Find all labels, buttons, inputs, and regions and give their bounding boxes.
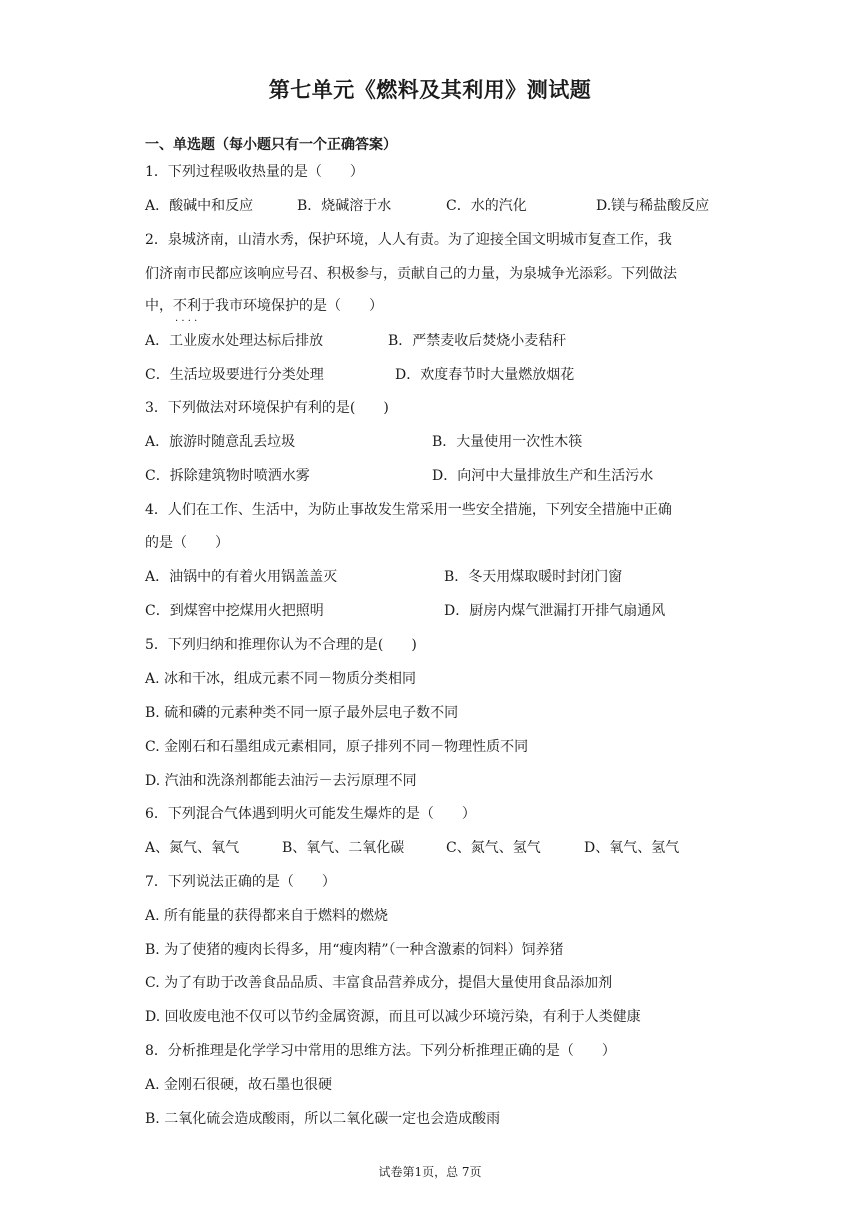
- q2-option-d: D．欢度春节时大量燃放烟花: [395, 367, 575, 383]
- question-5-stem: 5．下列归纳和推理你认为不合理的是( ): [145, 637, 417, 653]
- question-2-line-3: [145, 296, 383, 316]
- q7-option-d: D. 回收废电池不仅可以节约金属资源，而且可以减少环境污染，有利于人类健康: [145, 1009, 641, 1025]
- q2-option-b: B．严禁麦收后焚烧小麦秸秆: [388, 333, 567, 349]
- question-4-line-2: 的是（ ）: [145, 535, 229, 551]
- q2-option-a: A．工业废水处理达标后排放: [145, 333, 324, 349]
- section-heading: 一、单选题（每小题只有一个正确答案）: [145, 137, 397, 153]
- q1-option-d: D.镁与稀盐酸反应: [596, 198, 710, 214]
- question-3-stem: 3．下列做法对环境保护有利的是( ): [145, 400, 389, 416]
- q6-option-d: D、氧气、氢气: [584, 840, 680, 856]
- q5-option-d: D. 汽油和洗涤剂都能去油污－去污原理不同: [145, 773, 417, 789]
- q5-option-a: A. 冰和干冰，组成元素不同－物质分类相同: [145, 671, 417, 687]
- q7-option-a: A. 所有能量的获得都来自于燃料的燃烧: [145, 908, 389, 924]
- question-6-stem: 6．下列混合气体遇到明火可能发生爆炸的是（ ）: [145, 806, 476, 822]
- q8-option-b: B. 二氧化硫会造成酸雨，所以二氧化碳一定也会造成酸雨: [145, 1111, 501, 1127]
- question-8-stem: 8．分析推理是化学学习中常用的思维方法。下列分析推理正确的是（ ）: [145, 1043, 616, 1059]
- q6-option-b: B、氧气、二氧化碳: [282, 840, 405, 856]
- q5-option-c: C. 金刚石和石墨组成元素相同，原子排列不同－物理性质不同: [145, 739, 529, 755]
- question-2-line-1: 2．泉城济南，山清水秀，保护环境，人人有责。为了迎接全国文明城市复查工作，我: [145, 232, 672, 248]
- q3-option-b: B．大量使用一次性木筷: [432, 434, 583, 450]
- question-4-line-1: 4．人们在工作、生活中，为防止事故发生常采用一些安全措施，下列安全措施中正确: [145, 502, 672, 518]
- q2-option-c: C．生活垃圾要进行分类处理: [145, 367, 324, 383]
- q6-option-a: A、氮气、氧气: [145, 840, 240, 856]
- q2-line3-prefix: 中，: [145, 298, 173, 314]
- page-footer: 试卷第1页，总 7页: [378, 1165, 482, 1179]
- q4-option-b: B．冬天用煤取暖时封闭门窗: [444, 569, 623, 585]
- q7-option-b: B. 为了使猪的瘦肉长得多，用“瘦肉精”（一种含激素的饲料）饲养猪: [145, 942, 564, 958]
- q1-option-c: C．水的汽化: [446, 198, 527, 214]
- q5-option-b: B. 硫和磷的元素种类不同一原子最外层电子数不同: [145, 705, 459, 721]
- question-7-stem: 7．下列说法正确的是（ ）: [145, 874, 336, 890]
- q4-option-d: D．厨房内煤气泄漏打开排气扇通风: [444, 603, 666, 619]
- q3-option-d: D．向河中大量排放生产和生活污水: [432, 468, 654, 484]
- q1-option-a: A．酸碱中和反应: [145, 198, 254, 214]
- q6-option-c: C、氮气、氢气: [446, 840, 541, 856]
- q3-option-a: A．旅游时随意乱丢垃圾: [145, 434, 296, 450]
- page-title: 第七单元《燃料及其利用》测试题: [268, 78, 592, 102]
- question-2-line-2: 们济南市民都应该响应号召、积极参与，贡献自己的力量，为泉城争光添彩。下列做法: [145, 266, 677, 282]
- q4-option-a: A．油锅中的有着火用锅盖盖灭: [145, 569, 338, 585]
- q2-line3-suffix: 我市环境保护的是（ ）: [215, 298, 383, 314]
- q8-option-a: A. 金刚石很硬，故石墨也很硬: [145, 1077, 333, 1093]
- q7-option-c: C. 为了有助于改善食品品质、丰富食品营养成分，提倡大量使用食品添加剂: [145, 975, 613, 991]
- q4-option-c: C．到煤窖中挖煤用火把照明: [145, 603, 324, 619]
- q3-option-c: C．拆除建筑物时喷洒水雾: [145, 468, 310, 484]
- question-1-stem: 1．下列过程吸收热量的是（ ）: [145, 164, 364, 180]
- q1-option-b: B．烧碱溶于水: [297, 198, 392, 214]
- q2-emphasis-text: 不利于 · · · ·: [173, 298, 215, 314]
